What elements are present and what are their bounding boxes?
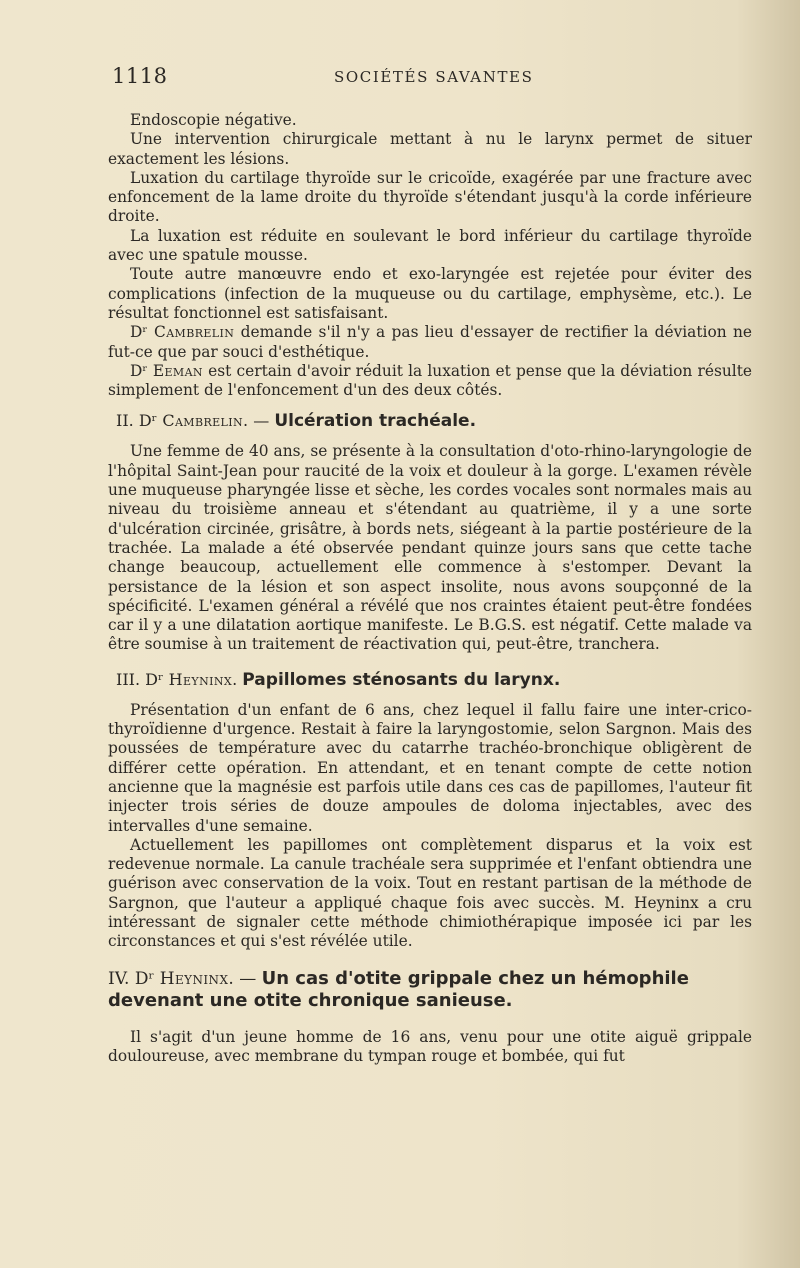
section-author: Heyninx [168, 669, 233, 689]
running-head: SOCIÉTÉS SAVANTES [334, 68, 534, 86]
spacer [108, 1012, 752, 1028]
section-separator: . — [243, 411, 270, 431]
spacer [108, 691, 752, 701]
section-paragraph: Actuellement les papillomes ont complètement disparus et la voix est redevenue normale. La canule trachéale sera supprimée et l'enfant obtiendra une guérison avec conservation de la voix. Tout en restant partisan de la méthode de Sargnon, que l'auteur a appliqué chaque fois avec succès. M. Heyninx a cru intéressant de signaler cette méthode chimiothérapique imposée ici par les circonstances et qui s'est révélée utile. [108, 835, 752, 951]
doctor-title: Dʳ [130, 361, 148, 380]
intro-paragraph: Endoscopie négative. [130, 111, 297, 129]
section-paragraph: Il s'agit d'un jeune homme de 16 ans, venu pour une otite aiguë grippale douloureuse, avec membrane du tympan rouge et bombée, qui fut [108, 1027, 752, 1065]
doctor-title: Dʳ [130, 323, 148, 342]
section-author: Cambrelin [162, 411, 244, 431]
section-heading [108, 669, 752, 691]
section-number: III. [116, 669, 141, 689]
section-paragraph: Présentation d'un enfant de 6 ans, chez lequel il fallu faire une inter-crico-thyroïdienne d'urgence. Restait à faire la laryngostomie, selon Sargnon. Mais des poussées de température avec du catarrhe trachéo-bronchique obligèrent de différer cette opération. En attendant, et en tenant compte de cette notion ancienne que la magnésie est parfois utile dans ces cas de papillomes, l'auteur fit injecter trois séries de douze ampoules de doloma injectables, avec des intervalles d'une semaine. [108, 700, 752, 835]
body-text [108, 111, 752, 1066]
intro-paragraph: Toute autre manœuvre endo et exo-laryngée est rejetée pour éviter des complications (infection de la muqueuse ou du cartilage, emphysème, etc.). Le résultat fonctionnel est satisfaisant. [108, 265, 752, 322]
section-number: II. [116, 411, 134, 431]
discussion-text: est certain d'avoir réduit la luxation et pense que la déviation résulte simplement de l'enfoncement d'un des deux côtés. [108, 361, 752, 400]
doctor-title: Dʳ [145, 669, 164, 689]
spacer [108, 400, 752, 410]
section-title: Ulcération trachéale. [274, 411, 477, 432]
page-header [112, 64, 752, 94]
discussion-paragraph [108, 362, 752, 401]
page-number: 1118 [112, 64, 168, 88]
section-separator: . — [228, 968, 257, 989]
doctor-name: Eeman [152, 361, 203, 380]
intro-paragraph: La luxation est réduite en soulevant le bord inférieur du cartilage thyroïde avec une spatule mousse. [108, 226, 752, 265]
spacer [108, 655, 752, 669]
intro-paragraph: Luxation du cartilage thyroïde sur le cricoïde, exagérée par une fracture avec enfoncement de la lame droite du thyroïde s'étendant jusqu'à la corde inférieure droite. [108, 168, 752, 226]
section-separator: . [232, 669, 238, 689]
doctor-title: Dʳ [138, 411, 158, 431]
section-heading [108, 968, 752, 1012]
spacer [108, 432, 752, 442]
doctor-name: Cambrelin [154, 323, 235, 342]
section-title: Un cas d'otite grippale chez un hémophile devenant une otite chronique sanieuse. [108, 967, 689, 1011]
intro-paragraph: Une intervention chirurgicale mettant à nu le larynx permet de situer exactement les lésions. [108, 130, 752, 168]
doctor-title: Dʳ [134, 968, 155, 989]
discussion-text: demande s'il n'y a pas lieu d'essayer de rectifier la déviation ne fut-ce que par souci d'esthétique. [108, 323, 752, 361]
section-number: IV. [108, 968, 130, 989]
section-heading [108, 410, 752, 432]
section-title: Papillomes sténosants du larynx. [242, 669, 561, 690]
section-author: Heyninx [159, 968, 229, 989]
spacer [108, 952, 752, 968]
section-paragraph: Une femme de 40 ans, se présente à la consultation d'oto-rhino-laryngologie de l'hôpital Saint-Jean pour raucité de la voix et douleur à la gorge. L'examen révèle une muqueuse pharyngée lisse et sèche, les cordes vocales sont normales mais au niveau du troisième anneau et s'étendant au quatrième, il y a une sorte d'ulcération circinée, grisâtre, à bords nets, siégeant à la partie postérieure de la trachée. La malade a été observée pendant quinze jours sans que cette tache change beaucoup, actuellement elle commence à s'estomper. Devant la persistance de la lésion et son aspect insolite, nous avons soupçonné de la spécificité. L'examen général a révélé que nos craintes étaient peut-être fondées car il y a une dilatation aortique manifeste. Le B.G.S. est négatif. Cette malade va être soumise à un traitement de réactivation qui, peut-être, tranchera. [108, 442, 752, 654]
discussion-paragraph [108, 323, 752, 362]
